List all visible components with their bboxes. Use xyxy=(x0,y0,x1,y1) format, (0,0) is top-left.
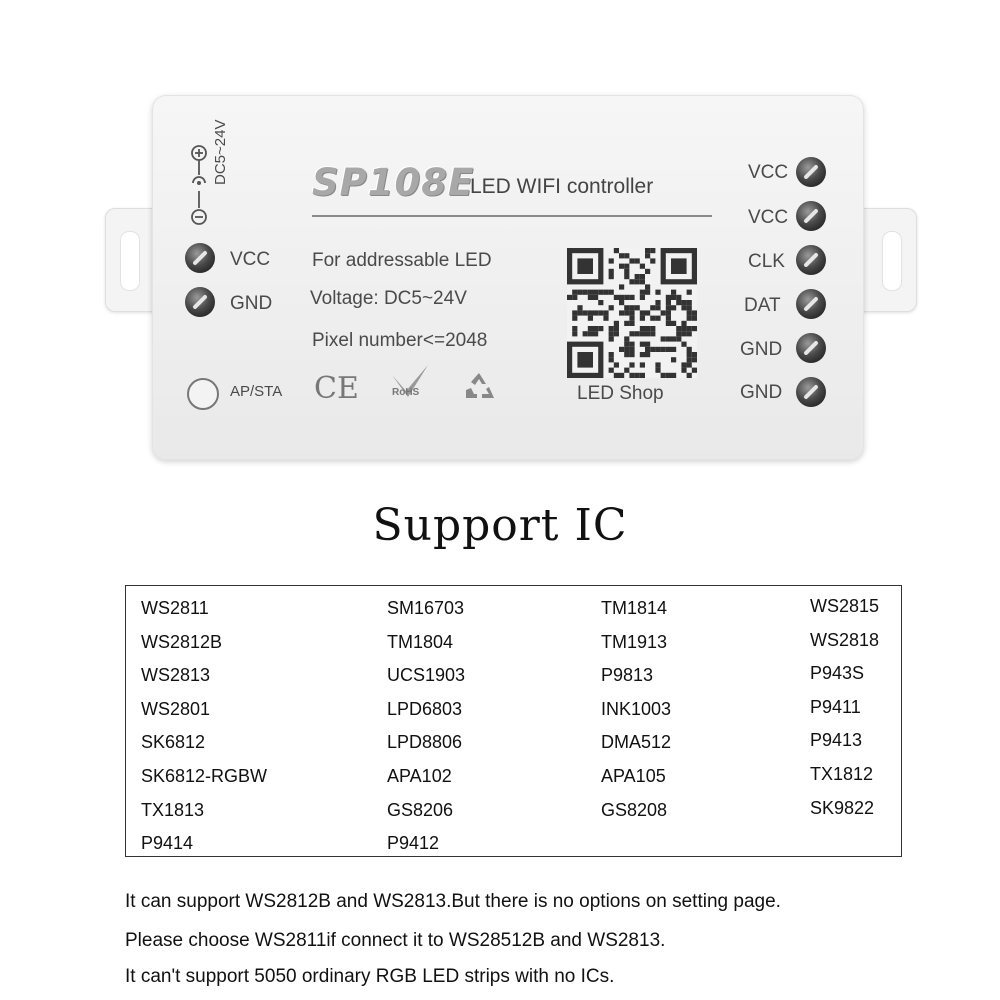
ic-item: P9413 xyxy=(810,730,863,751)
model-name: SP108E xyxy=(312,161,475,204)
ic-item: P9411 xyxy=(810,696,861,717)
ic-item: P943S xyxy=(810,663,865,684)
output-terminal-label: CLK xyxy=(748,251,785,272)
spec-line: Voltage: DC5~24V xyxy=(310,288,467,309)
ic-item: GS8208 xyxy=(601,799,668,820)
output-terminal-vcc-2 xyxy=(796,201,826,231)
output-terminal-clk xyxy=(796,245,826,275)
ic-item: SK6812 xyxy=(141,732,206,753)
output-terminal-gnd-2 xyxy=(796,377,826,407)
ic-item: GS8206 xyxy=(387,799,454,820)
controller-box xyxy=(152,95,864,460)
ic-item: SM16703 xyxy=(387,598,465,618)
output-terminal-dat xyxy=(796,289,826,319)
output-terminal-label: VCC xyxy=(748,162,789,183)
ic-item: UCS1903 xyxy=(387,665,466,686)
ic-item: APA105 xyxy=(601,765,666,786)
ic-item: WS2811 xyxy=(141,598,209,618)
ic-column-2 xyxy=(387,592,465,861)
title-underline xyxy=(312,215,712,217)
ic-item: P9813 xyxy=(601,665,654,686)
ic-item: TM1804 xyxy=(387,631,454,652)
qr-caption: LED Shop xyxy=(577,383,664,404)
output-terminal-vcc-1 xyxy=(796,157,826,187)
output-terminal-label: GND xyxy=(740,382,783,403)
ic-item: TM1814 xyxy=(601,598,668,618)
input-terminal-label: GND xyxy=(230,293,273,314)
ic-item: INK1003 xyxy=(601,698,672,719)
ic-item: P9412 xyxy=(387,833,440,854)
qr-code xyxy=(567,248,697,378)
note-line: It can support WS2812B and WS2813.But there is no options on setting page. xyxy=(125,891,781,912)
input-terminal-vcc xyxy=(185,243,215,273)
ic-column-4 xyxy=(810,590,879,825)
ap-sta-button xyxy=(187,378,219,410)
spec-line: For addressable LED xyxy=(312,250,492,271)
controller-device-photo xyxy=(0,0,1000,480)
spec-line: Pixel number<=2048 xyxy=(312,330,488,351)
note-line: Please choose WS2811if connect it to WS28512B and WS2813. xyxy=(125,930,666,951)
ic-item: SK6812-RGBW xyxy=(141,765,268,786)
ic-item: TM1913 xyxy=(601,631,668,652)
model-subtitle: LED WIFI controller xyxy=(470,175,654,198)
ic-item: LPD8806 xyxy=(387,732,463,753)
ap-sta-label: AP/STA xyxy=(230,383,283,400)
ic-item: APA102 xyxy=(387,765,452,786)
rohs-mark-icon xyxy=(384,363,434,403)
ic-item: WS2815 xyxy=(810,596,880,616)
ic-item: WS2813 xyxy=(141,665,211,686)
mounting-ear-right xyxy=(855,208,917,312)
output-terminal-gnd-1 xyxy=(796,333,826,363)
support-ic-title: Support IC xyxy=(372,500,628,551)
ic-item: WS2812B xyxy=(141,631,223,652)
input-terminal-gnd xyxy=(185,287,215,317)
output-terminal-label: DAT xyxy=(744,295,781,316)
ic-column-3 xyxy=(601,592,671,827)
ic-item: WS2801 xyxy=(141,698,211,719)
rohs-text: RoHS xyxy=(392,387,420,398)
ic-item: TX1812 xyxy=(810,763,874,784)
ce-mark-icon: CE xyxy=(314,371,359,406)
ic-column-1 xyxy=(141,592,267,861)
ic-item: DMA512 xyxy=(601,732,672,753)
note-line: It can't support 5050 ordinary RGB LED strips with no ICs. xyxy=(125,966,615,987)
ic-item: LPD6803 xyxy=(387,698,463,719)
output-terminal-label: GND xyxy=(740,339,783,360)
output-terminal-label: VCC xyxy=(748,207,789,228)
ic-table xyxy=(125,585,902,857)
recycle-icon xyxy=(462,370,496,402)
ic-item: WS2818 xyxy=(810,629,880,650)
ic-item: P9414 xyxy=(141,833,194,854)
ic-item: SK9822 xyxy=(810,797,875,818)
power-label: DC5~24V xyxy=(212,119,229,185)
ic-item: TX1813 xyxy=(141,799,205,820)
input-terminal-label: VCC xyxy=(230,249,271,270)
